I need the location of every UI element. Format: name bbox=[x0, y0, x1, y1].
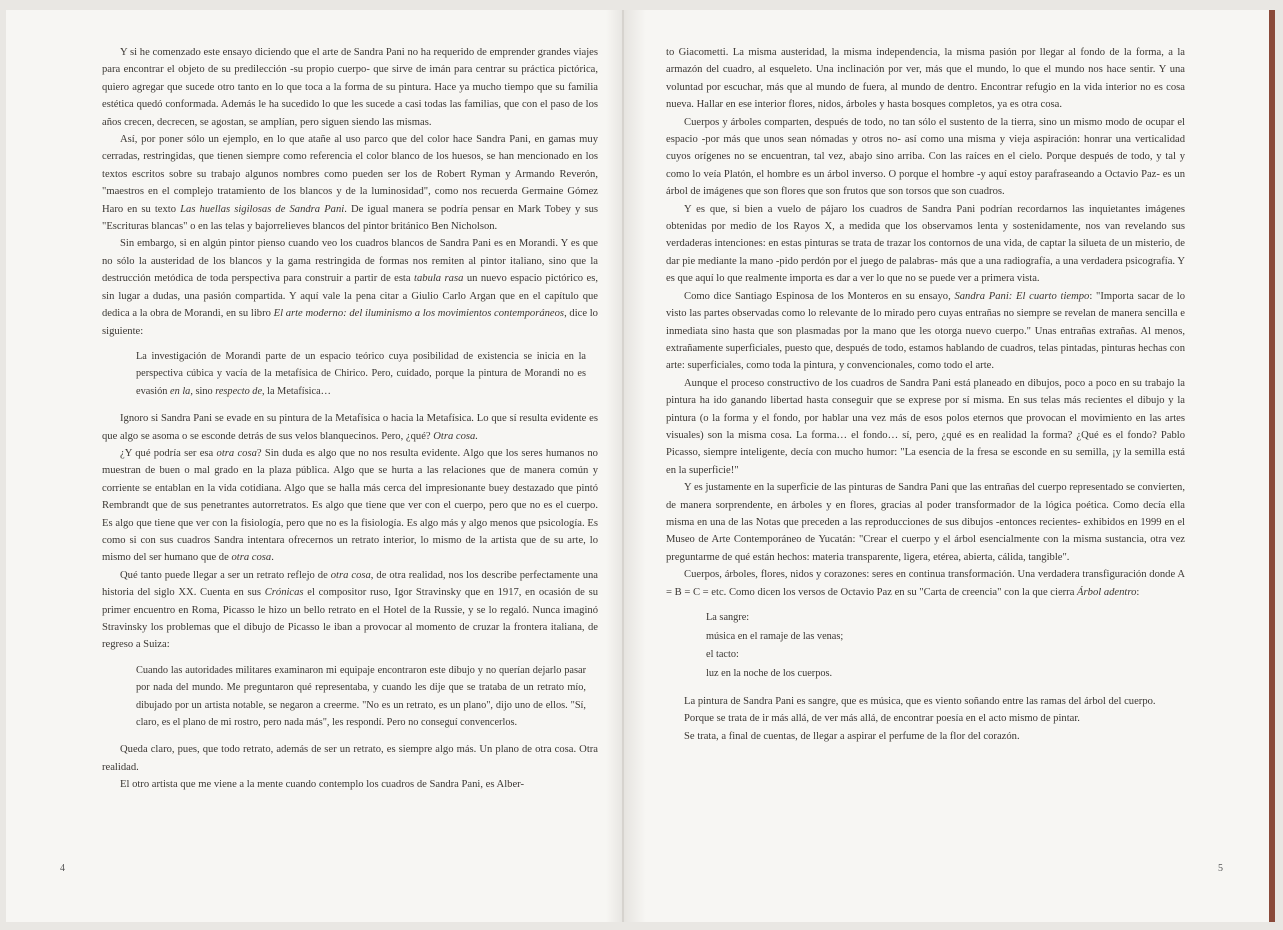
paragraph: La pintura de Sandra Pani es sangre, que es música, que es viento soñando entre las ramas del árbol del cuerpo. bbox=[684, 696, 1156, 707]
poem-quote bbox=[706, 609, 1185, 683]
block-quote: La investigación de Morandi parte de un espacio teórico cuya posibilidad de existencia se inicia en la perspectiva cúbica y vacía de la metafísica de Chirico. Pero, cuidado, porque la pintura de Morandi no es evasión en la, sino respecto de, la Metafísica… bbox=[136, 350, 586, 397]
page-number: 5 bbox=[1218, 863, 1223, 874]
book-title: Árbol adentro bbox=[1077, 586, 1137, 598]
poem-line: música en el ramaje de las venas; bbox=[706, 630, 844, 642]
paragraph: Ignoro si Sandra Pani se evade en su pintura de la Metafísica o hacia la Metafísica. Lo que sí resulta evidente es que algo se asoma o se esconde detrás de sus velos blanquecinos. Pero, ¿qué? Otra cosa. bbox=[102, 413, 598, 442]
right-page-text bbox=[666, 44, 1185, 745]
page-number: 4 bbox=[60, 863, 65, 874]
right-page bbox=[624, 10, 1269, 922]
paragraph: Y si he comenzado este ensayo diciendo que el arte de Sandra Pani no ha requerido de emprender grandes viajes para encontrar el objeto de su predilección -su propio cuerpo- que sirve de imán para centrar su práctica pictórica, quiero agregar que sucede otro tanto en lo que toca a la forma de su pintura. Hace ya mucho tiempo que su familia estética quedó conformada. Además le ha sucedido lo que les sucede a casi todas las familias, que con el paso de los años crecen, decrecen, se agostan, se amplían, pero siguen siendo las mismas. bbox=[102, 47, 598, 128]
left-page-text bbox=[102, 44, 598, 794]
paragraph: to Giacometti. La misma austeridad, la misma independencia, la misma pasión por llegar al fondo de la forma, a la armazón del cuadro, al esqueleto. Una inclinación por ver, más que el mundo, lo que el mundo nos hace sentir. Y una voluntad por escuchar, más que al mundo de fuera, al mundo de dentro. Encontrar refugio en la vida interior no es cosa nueva. Hallar en ese interior flores, nidos, árboles y hasta bosques completos, ya es otra cosa. bbox=[666, 47, 1185, 111]
paragraph: Cuerpos y árboles comparten, después de todo, no tan sólo el sustento de la tierra, sino un mismo modo de ocupar el espacio -por más que unos sean nómadas y otros no- así como una misma y vieja aspiración: honrar una verticalidad cuyos orígenes no se encuentran, tal vez, abajo sino arriba. Con las raíces en el cielo. Porque después de todo, y tal y como lo veía Platón, el hombre es un árbol inverso. O porque el hombre -y aquí estoy parafraseando a Octavio Paz- es un árbol de imágenes que son flores que son frutos que son torsos que son cuadros. bbox=[666, 116, 1185, 198]
paragraph: Cuerpos, árboles, flores, nidos y corazones: seres en continua transformación. Una verdadera transfiguración donde A = B = C = etc. Como dicen los versos de Octavio Paz en su "Carta de creencia" con la que cierra Árbol adentro: bbox=[666, 569, 1185, 598]
essay-title: Sandra Pani: El cuarto tiempo bbox=[954, 290, 1090, 302]
poem-line: el tacto: bbox=[706, 649, 739, 660]
paragraph: Como dice Santiago Espinosa de los Monteros en su ensayo, Sandra Pani: El cuarto tiempo: "Importa sacar de lo visto las partes observadas como lo relevante de lo mirado pero cuyas entrañas no siempre se revelan de manera sencilla e inmediata sino hasta que son plasmadas por la mano que les otorga nuevo cuerpo." Unas entrañas extrañas. Al menos, extrañamente superficiales, puesto que, después de todo, estamos hablando de cuadros, telas pintadas, pinturas hechas con arte: superficiales, como toda la pintura, y convencionales, como todo el arte. bbox=[666, 290, 1185, 372]
paragraph: Así, por poner sólo un ejemplo, en lo que atañe al uso parco que del color hace Sandra Pani, en gamas muy cerradas, restringidas, que tienen siempre como referencia el color blanco de los huesos, se han mencionado en los textos escritos sobre su trabajo algunos nombres como pueden ser los de Robert Ryman y Armando Reverón, "maestros en el complejo tratamiento de los blancos y de la luminosidad", como nos recuerda Germaine Gómez Haro en su texto Las huellas sigilosas de Sandra Pani. De igual manera se podría pensar en Mark Tobey y sus "Escrituras blancas" o en las telas y bajorrelieves blancos del pintor británico Ben Nicholson. bbox=[102, 134, 598, 233]
book-edge bbox=[1269, 10, 1275, 922]
paragraph: Y es justamente en la superficie de las pinturas de Sandra Pani que las entrañas del cuerpo representado se convierten, de manera sorprendente, en árboles y en flores, gracias al poder transformador de la lógica poética. Como decía ella misma en una de las Notas que preceden a las reproducciones de sus dibujos -entonces recientes- exhibidos en 1999 en el Museo de Arte Contemporáneo de Yucatán: "Crear el cuerpo y el árbol esencialmente con la misma sustancia, otra vez preguntarme de qué están hechos: materia transparente, ligera, etérea, abierta, cálida, tangible". bbox=[666, 482, 1185, 563]
paragraph: Sin embargo, si en algún pintor pienso cuando veo los cuadros blancos de Sandra Pani es en Morandi. Y es que no sólo la austeridad de los blancos y la gama restringida de formas nos remiten al pintor italiano, sino que la destrucción metódica de toda perspectiva para construir a partir de esta tabula rasa un nuevo espacio pictórico es, sin lugar a dudas, una pasión compartida. Y aquí vale la pena citar a Giulio Carlo Argan que en el capítulo que dedica a la obra de Morandi, en su libro El arte moderno: del iluminismo a los movimientos contemporáneos, dice lo siguiente: bbox=[102, 238, 598, 337]
poem-line: luz en la noche de los cuerpos. bbox=[706, 667, 833, 679]
paragraph: Qué tanto puede llegar a ser un retrato reflejo de otra cosa, de otra realidad, nos los describe perfectamente una historia del siglo XX. Cuenta en sus Crónicas el compositor ruso, Igor Stravinsky que en 1917, en ocasión de su primer encuentro en Roma, Picasso le hizo un bello retrato en el Hotel de la Russie, y se lo regaló. Nunca imaginó Stravinsky los problemas que el dibujo de Picasso le iban a provocar al momento de cruzar la frontera italiana, de regreso a Suiza: bbox=[102, 569, 598, 651]
paragraph: Queda claro, pues, que todo retrato, además de ser un retrato, es siempre algo más. Un plano de otra cosa. Otra realidad. bbox=[102, 744, 598, 773]
paragraph: ¿Y qué podría ser esa otra cosa? Sin duda es algo que no nos resulta evidente. Algo que los seres humanos no muestran de buen o mal grado en la plaza pública. Algo que se hurta a las relaciones que de manera común y corriente se entablan en la vida cotidiana. Algo que se halla más cerca del impresionante buey destazado que pintó Rembrandt que de sus penetrantes autorretratos. Es algo que tiene que ver con el cuerpo, pero que no es el cuerpo. Es algo que tiene que ver con la fisiología, pero que no es la fisiología. Es algo más y algo menos que psicología. Es como si con sus cuadros Sandra intentara ofrecernos un retrato interior, lo mismo de la artista que de su arte, lo mismo del ser humano que de otra cosa. bbox=[102, 447, 598, 564]
paragraph: Porque se trata de ir más allá, de ver más allá, de encontrar poesía en el acto mismo de pintar. bbox=[684, 713, 1080, 725]
block-quote: Cuando las autoridades militares examinaron mi equipaje encontraron este dibujo y no querían dejarlo pasar por nada del mundo. Me preguntaron qué representaba, y cuando les dije que se trataba de un retrato mío, dibujado por un artista notable, se negaron a creerme. "No es un retrato, es un plano", dijo uno de ellos. "Sí, claro, es el plano de mi rostro, pero nada más", les respondí. Pero no conseguí convencerlos. bbox=[136, 664, 586, 729]
book-title: El arte moderno: del iluminismo a los movimientos contemporáneos bbox=[273, 308, 565, 320]
paragraph: Aunque el proceso constructivo de los cuadros de Sandra Pani está planeado en dibujos, poco a poco en su trabajo la pintura ha ido ganando libertad hasta conseguir que se exprese por sí misma. En sus telas más recientes el dibujo y la pintura (o la forma y el fondo, por hablar una vez más de esos polos eternos que provocan el movimiento en las artes visuales) son la misma cosa. La forma… el fondo… sí, pero, ¿qué es en realidad la forma? ¿Qué es el fondo? Pablo Picasso, siempre inteligente, decía con mucho humor: "La esencia de la fresa se esconde en su semilla, ¡y la semilla está en la superficie!" bbox=[666, 377, 1185, 476]
paragraph: Y es que, si bien a vuelo de pájaro los cuadros de Sandra Pani podrían recordarnos las inquietantes imágenes obtenidas por medio de los Rayos X, a medida que los observamos lenta y sostenidamente, nos van revelando sus verdaderas intenciones: en estas pinturas se trata de trazar los contornos de una vida, de captar la silueta de un misterio, de dar pie mediante la mano -pido perdón por el juego de palabras- más que a una radiografía, a una verdadera psicografía. Y es que aquí lo que realmente importa es dar a ver lo que no se puede ver a primera vista. bbox=[666, 203, 1185, 285]
left-page bbox=[6, 10, 624, 922]
paragraph: El otro artista que me viene a la mente cuando contemplo los cuadros de Sandra Pani, es Alber- bbox=[120, 779, 524, 791]
book-title: Las huellas sigilosas de Sandra Pani bbox=[180, 203, 345, 215]
poem-line: La sangre: bbox=[706, 612, 750, 623]
paragraph: Se trata, a final de cuentas, de llegar a aspirar el perfume de la flor del corazón. bbox=[684, 730, 1020, 742]
